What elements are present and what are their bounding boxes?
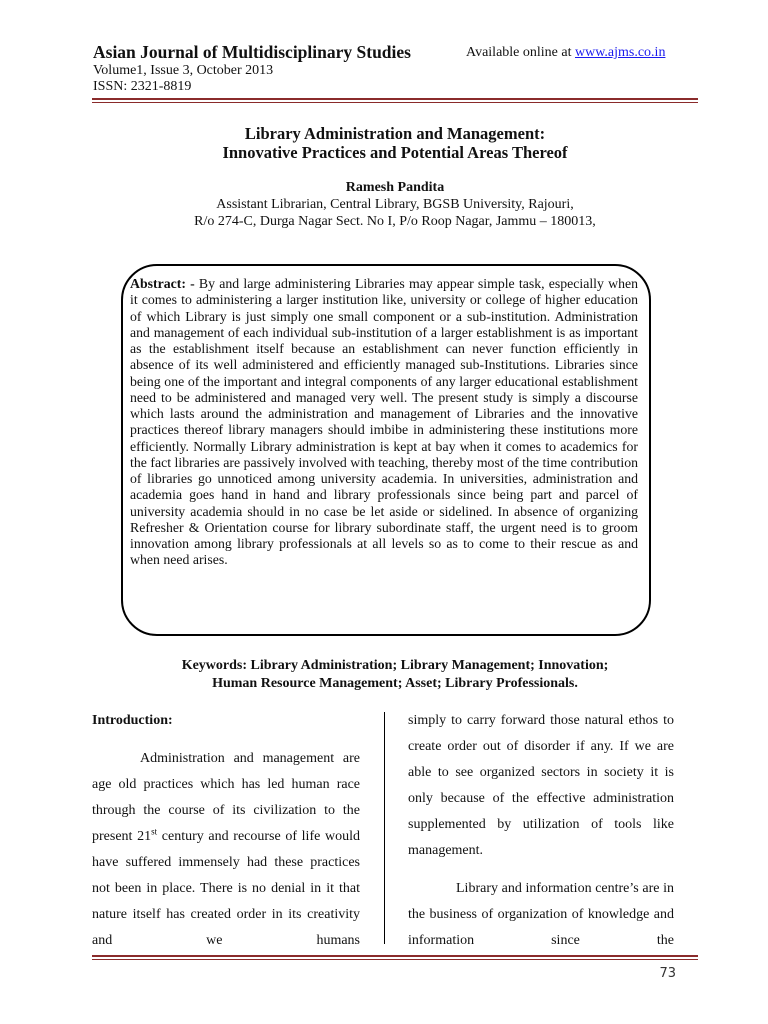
header-rule-thin [92,102,698,103]
abstract-text [130,276,638,569]
introduction-heading: Introduction: [92,713,173,728]
author-affiliation-line2: R/o 274-C, Durga Nagar Sect. No I, P/o Roop Nagar, Jammu – 180013, [194,214,596,229]
abstract-label: Abstract: - [130,276,195,291]
author-name: Ramesh Pandita [345,180,445,195]
left-column [92,712,360,954]
availability-prefix: Available online at [466,45,575,60]
intro-text-part1: Administration and management are age old practices which has led human race through the course of its civilization to the present 21 [92,751,360,844]
page-number: 73 [659,966,676,981]
header-rule [92,98,698,100]
journal-title: Asian Journal of Multidisciplinary Studies [93,42,411,62]
introduction-paragraph [92,746,360,954]
abstract-body: By and large administering Libraries may appear simple task, especially when it comes to administering a larger institution like, university or college of higher education of which Library is just simply one small component or a sub-institution. Administration and management of each individual sub-institution of a larger establishment is as important as the establishment itself because an establishment can never function efficiently in absence of its well administered and efficiently managed sub-Institutions. Libraries since being one of the important and integral components of any larger educational establishment need to be administered and managed very well. The present study is simply a discourse which lasts around the administration and management of Libraries and the innovative practices thereof library managers should imbibe in administering these institutions more efficiently. Normally Library administration is kept at bay when it comes to academics for the fact libraries are passively involved with teaching, thereby most of the time contribution of libraries go unnoticed among university academia. In universities, administration and academia goes hand in hand and library professionals since being part and parcel of university academia should in no case be let aside or sidelined. In absence of organizing Refresher & Orientation course for library subordinate staff, the urgent need is to groom innovation among library professionals at all levels so as to come to their rescue as and when need arises. [130,276,638,568]
journal-website-link[interactable]: www.ajms.co.in [574,45,666,60]
column-divider [384,712,385,944]
article-title-line1: Library Administration and Management: [244,124,546,143]
right-column [408,712,674,954]
keywords-line1: Keywords: Library Administration; Library Management; Innovation; [181,658,609,673]
ordinal-suffix: st [151,826,158,837]
article-title-line2: Innovative Practices and Potential Areas Thereof [222,143,568,162]
right-paragraph-2: Library and information centre’s are in the business of organization of knowledge and information since the [408,881,674,948]
keywords-line2: Human Resource Management; Asset; Library Professionals. [212,676,578,691]
author-affiliation-line1: Assistant Librarian, Central Library, BGSB University, Rajouri, [216,197,574,212]
issn-line: ISSN: 2321-8819 [93,79,192,94]
intro-text-part2: century and recourse of life would have suffered immensely had these practices not been in place. There is no denial in it that nature itself has created order in its creativity and we humans [92,829,360,948]
availability-line [466,45,665,61]
right-paragraph-1: simply to carry forward those natural ethos to create order out of disorder if any. If we are able to see organized sectors in society it is only because of the effective administration supplemented by utilization of tools like management. [408,713,674,858]
footer-rule-thin [92,959,698,960]
footer-rule [92,955,698,957]
volume-issue-line: Volume1, Issue 3, October 2013 [93,63,274,78]
